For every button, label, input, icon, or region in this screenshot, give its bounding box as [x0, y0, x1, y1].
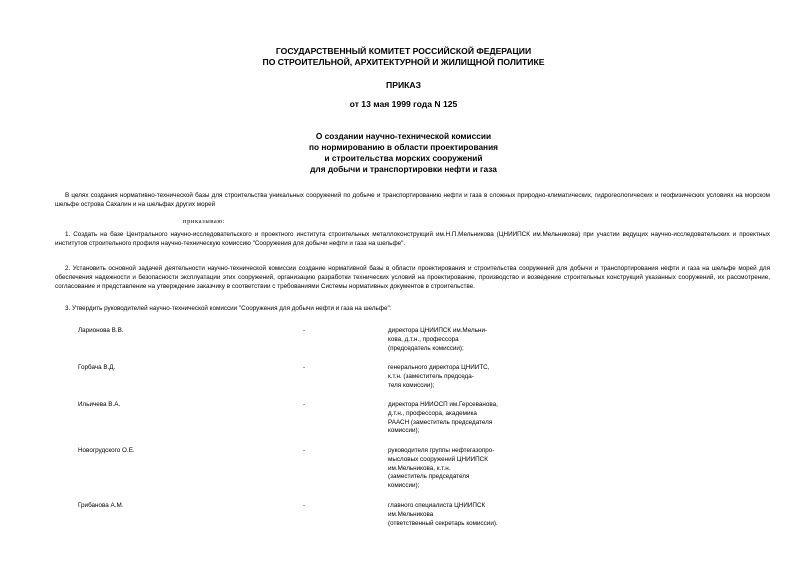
member-name: Ильичева В.А. [78, 401, 121, 408]
member-role-line: руководителя группы нефтегазопро- [388, 447, 495, 454]
issuing-authority [0, 46, 807, 68]
member-role-line: (ответственный секретарь комиссии). [388, 519, 498, 527]
member-role-line: генерального директора ЦНИИТС, [388, 364, 490, 371]
member-role [388, 364, 538, 390]
order-item-3-text: 3. Утвердить руководителей научно-технической комиссии "Сооружения для добычи нефти и газа на шельфе": [65, 305, 392, 312]
member-name: Ларионова В.В. [78, 327, 124, 334]
member-dash: - [303, 502, 306, 509]
member-role-line: комиссии); [388, 482, 420, 490]
intro-paragraph [55, 191, 770, 209]
order-item-1 [55, 230, 770, 248]
member-role-line: им.Мельникова, к.т.н. [388, 464, 451, 472]
member-role-line: им.Мельникова [388, 510, 434, 518]
order-item-2 [55, 264, 770, 291]
member-name: Грибанова А.М. [78, 502, 124, 509]
subject-line-2: по нормированию в области проектирования [308, 142, 499, 152]
subject-line-1: О создании научно-технической комиссии [315, 131, 492, 141]
document-type: ПРИКАЗ [386, 80, 421, 90]
subject-line-3: и строительства морских сооружений [324, 153, 483, 163]
member-role [388, 401, 538, 436]
authority-line-1: ГОСУДАРСТВЕННЫЙ КОМИТЕТ РОССИЙСКОЙ ФЕДЕРАЦИИ [275, 46, 532, 56]
authority-line-2: ПО СТРОИТЕЛЬНОЙ, АРХИТЕКТУРНОЙ И ЖИЛИЩНОЙ ПОЛИТИКЕ [262, 57, 545, 67]
member-role-line: директора ЦНИИПСК им.Мельни- [388, 327, 488, 334]
order-item-2-text: 2. Установить основной задачей деятельности научно-технической комиссии создание нормативной базы в области проектирования и строительства сооружений для добычи и транспортирования нефти и газа на шельфе морей для обеспечения надежности и безопасности эксплуатации этих сооружений, организацию разработки технических условий на проектирование, производство и возведение строительных конструкций указанных сооружений, их рассмотрение, согласование и представление на утверждение заказчику в соответствии с требованиями Системы нормативных документов в строительстве. [55, 265, 770, 290]
member-role-line: РААСН (заместитель председателя [388, 418, 493, 426]
member-role-line: (заместитель председателя [388, 473, 470, 481]
member-role [388, 502, 538, 528]
member-role [388, 327, 538, 353]
member-role-line: директора НИИОСП им.Герсеванова, [388, 401, 498, 408]
member-role-line: к.т.н. (заместитель председа- [388, 372, 474, 380]
member-name: Горбача В.Д. [78, 364, 116, 371]
member-dash: - [303, 447, 306, 454]
member-role-line: теля комиссии); [388, 381, 435, 389]
member-role-line: комиссии); [388, 427, 420, 435]
member-role-line: главного специалиста ЦНИИПСК [388, 502, 486, 509]
member-role-line: мысловых сооружений ЦНИИПСК [388, 455, 488, 463]
member-dash: - [303, 327, 306, 334]
member-role-line: д.т.н., профессора, академика [388, 409, 477, 417]
order-item-3 [55, 304, 770, 313]
intro-text: В целях создания нормативно-технической базы для строительства уникальных сооружений по добыче и транспортированию нефти и газа в сложных природно-климатических, гидрогеологических и геофизических условиях на морском шельфе острова Сахалин и на шельфах других морей [55, 192, 770, 208]
member-role-line: (председатель комиссии); [388, 344, 464, 352]
document-date: от 13 мая 1999 года N 125 [349, 99, 458, 109]
order-keyword: приказываю: [183, 218, 226, 225]
member-role-line: кова, д.т.н., профессора [388, 335, 459, 343]
member-dash: - [303, 364, 306, 371]
member-name: Новогрудского О.Е. [78, 447, 135, 454]
subject-line-4: для добычи и транспортировки нефти и газа [310, 164, 497, 174]
order-item-1-text: 1. Создать на базе Центрального научно-исследовательского и проектного института строительных металлоконструкций им.Н.П.Мельникова (ЦНИИПСК им.Мельникова) при участии ведущих научно-исследовательских и проектных институтов строительного профиля научно-техническую комиссию "Сооружения для добычи нефти и газа на шельфе". [55, 231, 770, 247]
member-dash: - [303, 401, 306, 408]
document-subject [0, 131, 807, 175]
member-role [388, 447, 538, 491]
